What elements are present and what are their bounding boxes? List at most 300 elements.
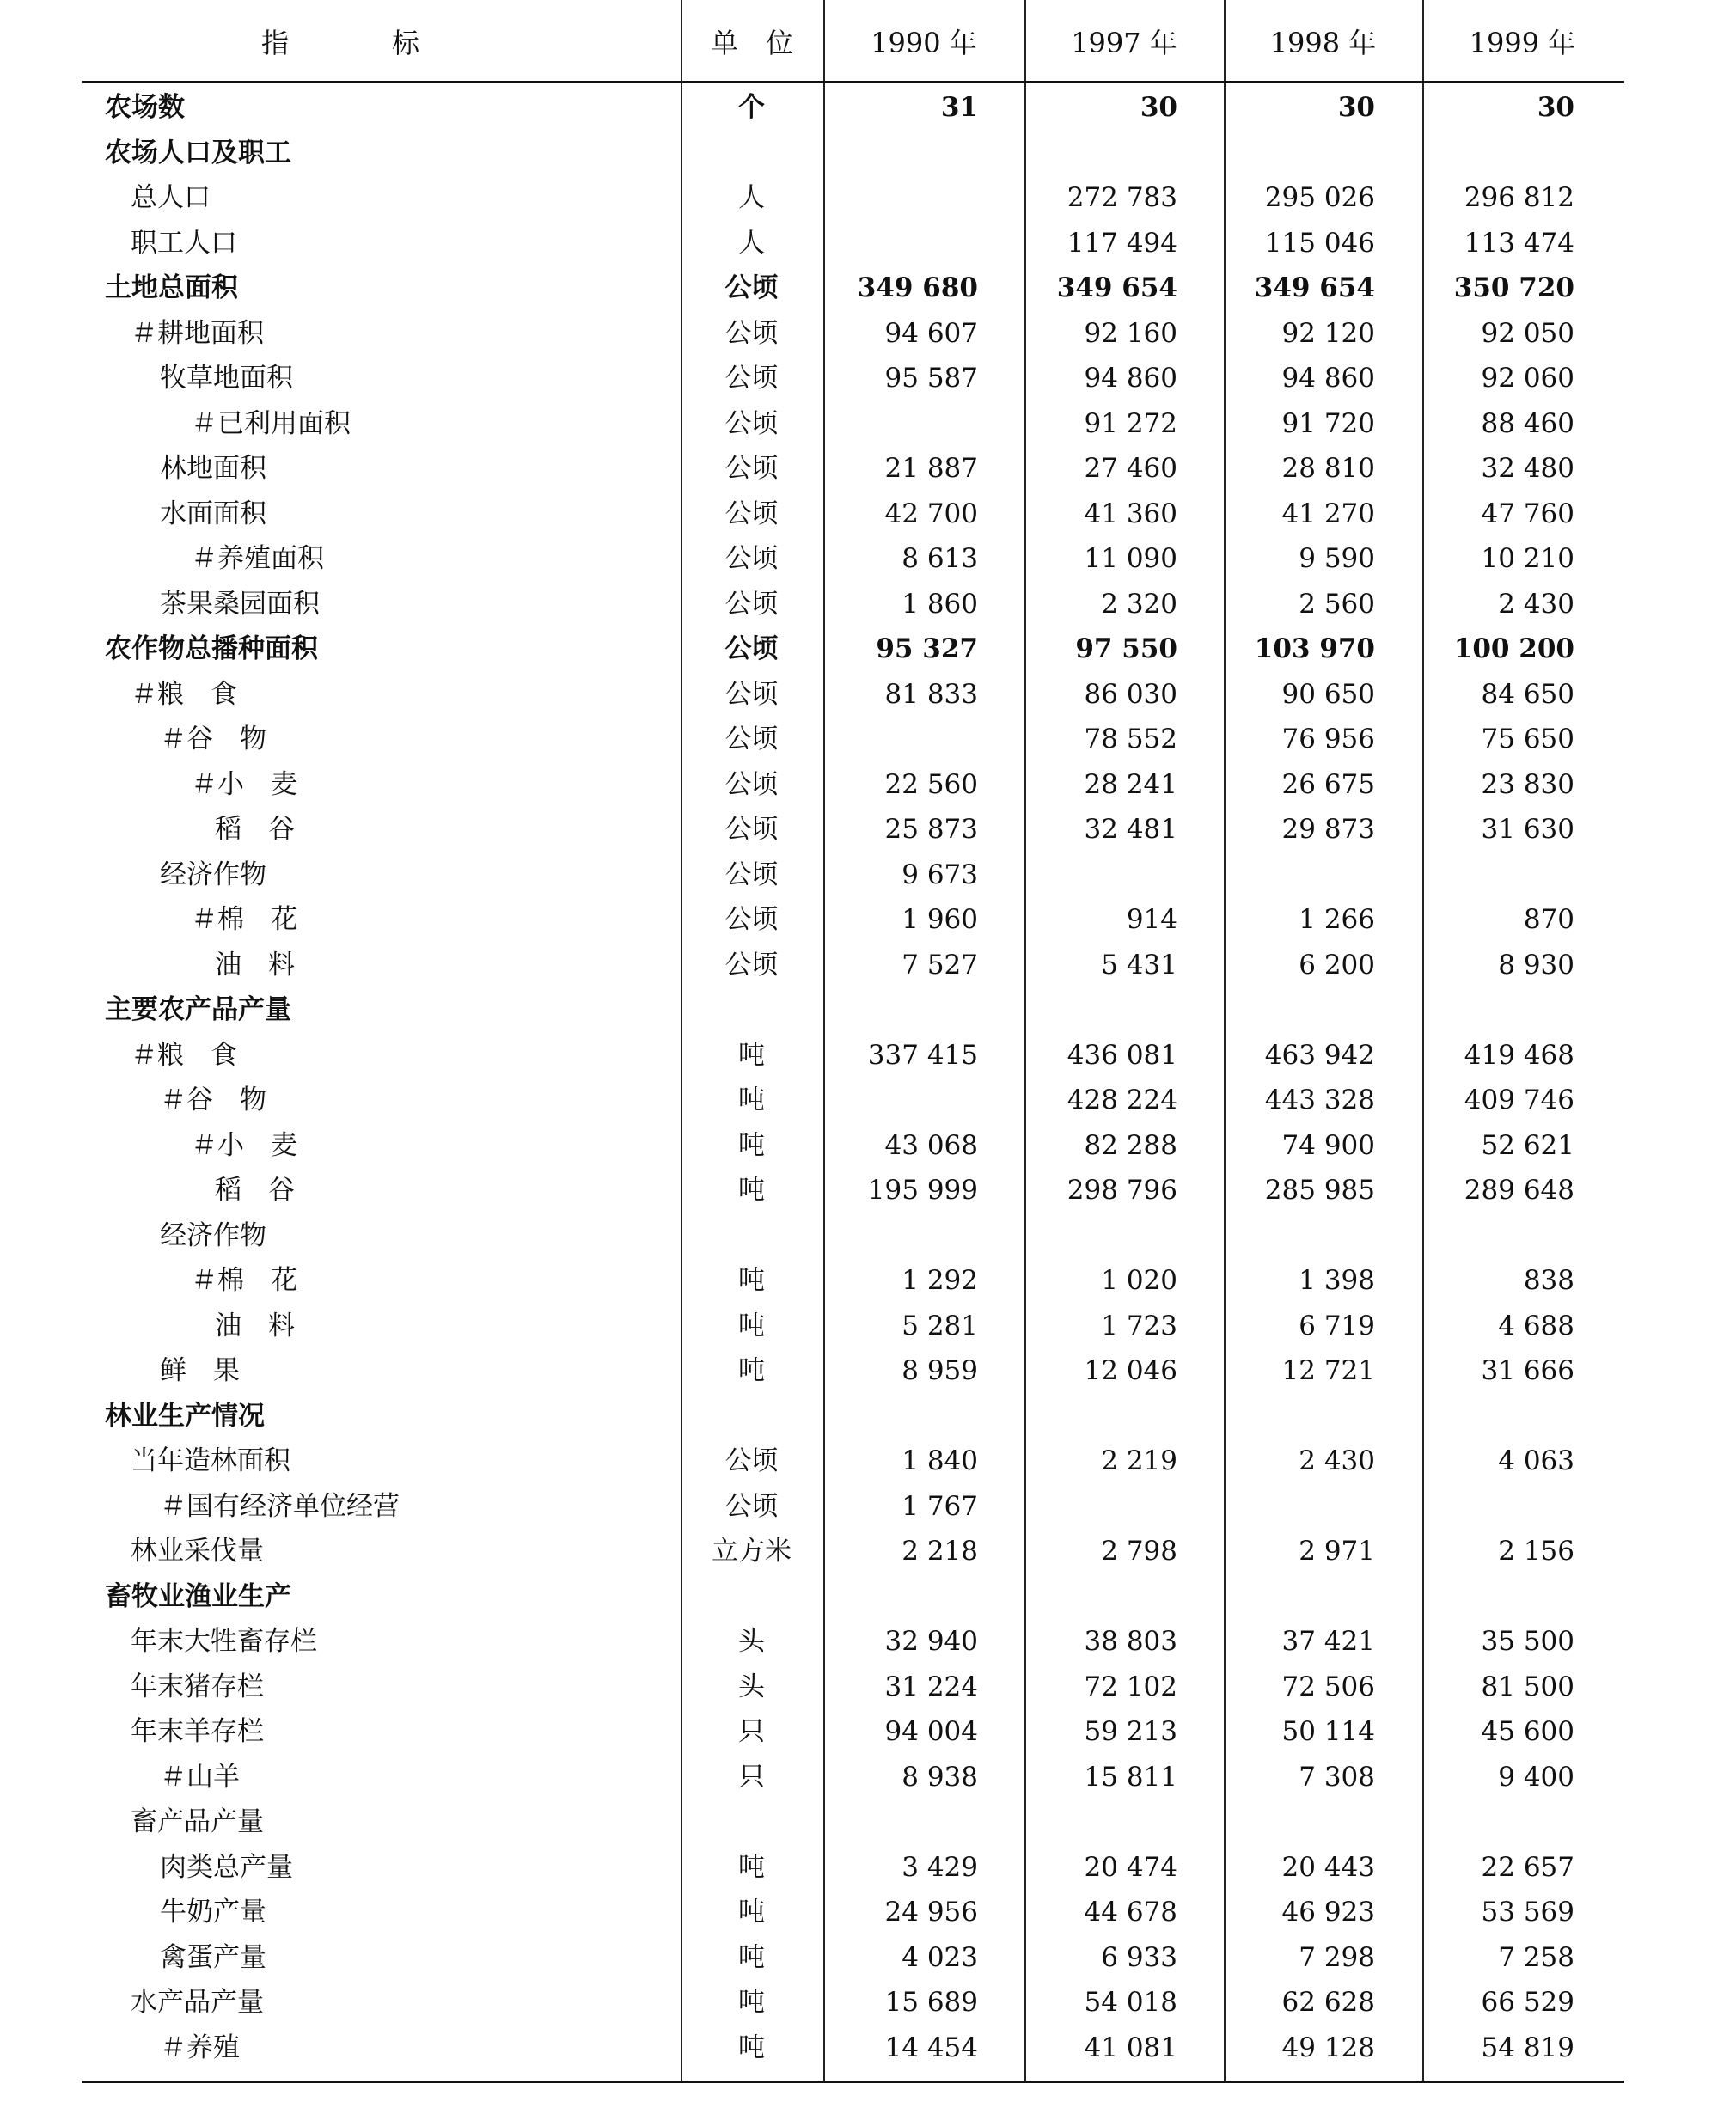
- value-cell: 1 723: [1101, 1310, 1177, 1341]
- value-cell: [823, 1799, 978, 1845]
- value-cell: 41 360: [1084, 498, 1177, 529]
- value-cell: 4 688: [1498, 1310, 1574, 1341]
- value-cell: 7 308: [1299, 1761, 1375, 1793]
- value-cell: 91 272: [1084, 407, 1177, 439]
- unit-cell: 公顷: [724, 453, 779, 484]
- value-cell: 463 942: [1264, 1039, 1375, 1071]
- table-row: [0, 987, 1736, 1033]
- value-cell: 337 415: [867, 1039, 978, 1071]
- table-row: [0, 582, 1736, 627]
- header-indicator: [0, 0, 681, 82]
- value-cell: [823, 131, 978, 176]
- value-cell: 45 600: [1481, 1716, 1574, 1747]
- value-cell: [1023, 852, 1177, 898]
- value-cell: 78 552: [1084, 724, 1177, 755]
- value-cell: [1023, 1394, 1177, 1439]
- indicator-name: 年末猪存栏: [131, 1671, 264, 1702]
- unit-cell: 公顷: [724, 768, 779, 800]
- value-cell: 72 506: [1281, 1671, 1375, 1702]
- unit-cell: 人: [738, 182, 765, 213]
- table-row: [0, 1213, 1736, 1259]
- value-cell: [823, 1078, 978, 1123]
- unit-cell: 公顷: [724, 407, 779, 439]
- unit-cell: 公顷: [724, 724, 779, 755]
- table-row: [0, 1123, 1736, 1169]
- value-cell: 103 970: [1254, 633, 1375, 664]
- value-cell: 113 474: [1464, 227, 1574, 259]
- value-cell: 30: [1537, 92, 1574, 123]
- value-cell: 92 160: [1084, 317, 1177, 349]
- value-cell: 349 654: [1254, 272, 1375, 303]
- value-cell: [823, 987, 978, 1033]
- indicator-name: 肉类总产量: [160, 1851, 293, 1883]
- indicator-name: ＃养殖: [160, 2032, 240, 2063]
- indicator-name: ＃粮 食: [131, 1039, 237, 1071]
- value-cell: [1023, 1799, 1177, 1845]
- value-cell: 295 026: [1264, 182, 1375, 213]
- table-row: [0, 1258, 1736, 1304]
- value-cell: 59 213: [1084, 1716, 1177, 1747]
- table-row: [0, 85, 1736, 131]
- value-cell: 92 120: [1281, 317, 1375, 349]
- value-cell: 2 430: [1299, 1445, 1375, 1476]
- unit-cell: 只: [738, 1716, 765, 1747]
- header-year-1990: 1990 年: [871, 26, 977, 59]
- indicator-name: ＃谷 物: [160, 1085, 266, 1115]
- value-cell: 88 460: [1481, 407, 1574, 439]
- indicator-name: 油 料: [215, 1310, 295, 1341]
- value-cell: 95 327: [876, 633, 978, 664]
- unit-cell: 吨: [738, 1265, 765, 1296]
- unit-cell: 公顷: [724, 317, 779, 349]
- value-cell: [1220, 987, 1375, 1033]
- indicator-name: 经济作物: [160, 1219, 266, 1251]
- value-cell: 94 607: [884, 317, 978, 349]
- unit-cell: 公顷: [724, 633, 779, 664]
- value-cell: [1420, 987, 1574, 1033]
- header-rule: [82, 81, 1624, 83]
- value-cell: [1220, 852, 1375, 898]
- indicator-name: ＃小 麦: [191, 1129, 297, 1161]
- value-cell: 2 320: [1101, 588, 1177, 620]
- indicator-name: ＃棉 花: [191, 904, 297, 935]
- indicator-name: 年末羊存栏: [131, 1716, 264, 1747]
- indicator-name: ＃耕地面积: [131, 317, 264, 349]
- indicator-name: 牛奶产量: [160, 1897, 266, 1928]
- indicator-name: 林业生产情况: [105, 1400, 265, 1432]
- value-cell: [823, 717, 978, 762]
- value-cell: [1420, 1799, 1574, 1845]
- value-cell: 7 298: [1299, 1941, 1375, 1973]
- table-row: [0, 717, 1736, 762]
- value-cell: 32 480: [1481, 453, 1574, 484]
- value-cell: 195 999: [867, 1175, 978, 1206]
- value-cell: 838: [1523, 1265, 1574, 1296]
- value-cell: [823, 401, 978, 447]
- indicator-name: ＃棉 花: [191, 1265, 297, 1296]
- value-cell: 90 650: [1281, 678, 1375, 710]
- table-row: [0, 1709, 1736, 1755]
- value-cell: 31: [940, 92, 978, 123]
- value-cell: 81 500: [1481, 1671, 1574, 1702]
- indicator-name: 农场人口及职工: [105, 137, 291, 168]
- table-row: [0, 1168, 1736, 1213]
- indicator-name: 茶果桑园面积: [160, 588, 320, 620]
- header-year-1998: 1998 年: [1269, 26, 1377, 59]
- unit-cell: [681, 131, 822, 176]
- value-cell: 37 421: [1281, 1626, 1375, 1657]
- value-cell: 349 654: [1056, 272, 1177, 303]
- value-cell: [1420, 1394, 1574, 1439]
- value-cell: 1 767: [902, 1490, 978, 1522]
- value-cell: 1 860: [902, 588, 978, 620]
- value-cell: 15 689: [884, 1987, 978, 2018]
- table-row: [0, 852, 1736, 898]
- table-row: [0, 626, 1736, 672]
- value-cell: 28 241: [1084, 768, 1177, 800]
- value-cell: 94 004: [884, 1716, 978, 1747]
- value-cell: [1420, 1484, 1574, 1530]
- unit-cell: 公顷: [724, 363, 779, 394]
- value-cell: 72 102: [1084, 1671, 1177, 1702]
- value-cell: 1 266: [1299, 904, 1375, 935]
- value-cell: 2 430: [1498, 588, 1574, 620]
- table-row: [0, 1484, 1736, 1530]
- unit-cell: [681, 987, 822, 1033]
- value-cell: 92 060: [1481, 363, 1574, 394]
- table-row: [0, 1574, 1736, 1620]
- value-cell: 50 114: [1281, 1716, 1375, 1747]
- value-cell: 95 587: [884, 363, 978, 394]
- value-cell: 117 494: [1067, 227, 1177, 259]
- table-row: [0, 221, 1736, 266]
- value-cell: 29 873: [1281, 814, 1375, 845]
- value-cell: 2 971: [1299, 1536, 1375, 1567]
- unit-cell: [681, 1213, 822, 1259]
- indicator-name: ＃山羊: [160, 1761, 240, 1793]
- indicator-name: 林业采伐量: [131, 1536, 264, 1567]
- value-cell: 25 873: [884, 814, 978, 845]
- value-cell: 94 860: [1281, 363, 1375, 394]
- value-cell: [1220, 131, 1375, 176]
- value-cell: [1220, 1799, 1375, 1845]
- indicator-name: 经济作物: [160, 858, 266, 890]
- value-cell: 8 959: [902, 1355, 978, 1386]
- unit-cell: [681, 1394, 822, 1439]
- table-row: [0, 401, 1736, 447]
- value-cell: [823, 175, 978, 221]
- table-row: [0, 672, 1736, 718]
- indicator-name: 稻 谷: [215, 814, 295, 845]
- value-cell: 2 156: [1498, 1536, 1574, 1567]
- value-cell: [1023, 1574, 1177, 1620]
- value-cell: 8 613: [902, 543, 978, 574]
- value-cell: 9 673: [902, 858, 978, 890]
- value-cell: 6 933: [1101, 1941, 1177, 1973]
- value-cell: 91 720: [1281, 407, 1375, 439]
- value-cell: 82 288: [1084, 1129, 1177, 1161]
- value-cell: 9 400: [1498, 1761, 1574, 1793]
- header-year-1999: 1999 年: [1469, 26, 1576, 59]
- value-cell: 27 460: [1084, 453, 1177, 484]
- value-cell: 75 650: [1481, 724, 1574, 755]
- value-cell: 2 560: [1299, 588, 1375, 620]
- table-row: [0, 897, 1736, 943]
- value-cell: 15 811: [1084, 1761, 1177, 1793]
- unit-cell: 公顷: [724, 814, 779, 845]
- table-row: [0, 1304, 1736, 1349]
- value-cell: 86 030: [1084, 678, 1177, 710]
- value-cell: 8 930: [1498, 949, 1574, 981]
- value-cell: 22 657: [1481, 1851, 1574, 1883]
- value-cell: 21 887: [884, 453, 978, 484]
- unit-cell: [681, 1799, 822, 1845]
- value-cell: 1 398: [1299, 1265, 1375, 1296]
- indicator-name: 年末大牲畜存栏: [131, 1626, 317, 1657]
- value-cell: 289 648: [1464, 1175, 1574, 1206]
- value-cell: 30: [1337, 92, 1375, 123]
- table-row: [0, 1890, 1736, 1935]
- table-row: [0, 943, 1736, 988]
- table-row: [0, 1394, 1736, 1439]
- table-row: [0, 131, 1736, 176]
- value-cell: 47 760: [1481, 498, 1574, 529]
- value-cell: 41 081: [1084, 2032, 1177, 2063]
- unit-cell: 吨: [738, 1039, 765, 1071]
- header-indicator-left: 指: [260, 26, 289, 59]
- value-cell: 30: [1140, 92, 1177, 123]
- value-cell: 409 746: [1464, 1085, 1574, 1115]
- indicator-name: 水产品产量: [131, 1987, 264, 2018]
- value-cell: 1 960: [902, 904, 978, 935]
- value-cell: 349 680: [857, 272, 978, 303]
- value-cell: 5 281: [902, 1310, 978, 1341]
- unit-cell: 公顷: [724, 498, 779, 529]
- value-cell: 49 128: [1281, 2032, 1375, 2063]
- indicator-name: 牧草地面积: [160, 363, 293, 394]
- table-row: [0, 1845, 1736, 1891]
- value-cell: 14 454: [884, 2032, 978, 2063]
- value-cell: 92 050: [1481, 317, 1574, 349]
- value-cell: [1023, 1484, 1177, 1530]
- value-cell: 84 650: [1481, 678, 1574, 710]
- unit-cell: 公顷: [724, 543, 779, 574]
- value-cell: 54 819: [1481, 2032, 1574, 2063]
- value-cell: 350 720: [1453, 272, 1574, 303]
- table-row: [0, 1935, 1736, 1981]
- value-cell: 2 219: [1101, 1445, 1177, 1476]
- unit-cell: 公顷: [724, 949, 779, 981]
- indicator-name: 当年造林面积: [131, 1445, 290, 1476]
- unit-cell: 吨: [738, 1129, 765, 1161]
- unit-cell: 吨: [738, 1310, 765, 1341]
- indicator-name: 林地面积: [160, 453, 266, 484]
- value-cell: 32 940: [884, 1626, 978, 1657]
- indicator-name: 农场数: [105, 92, 185, 123]
- value-cell: [1420, 1213, 1574, 1259]
- unit-cell: 人: [738, 227, 765, 259]
- unit-cell: 头: [738, 1626, 765, 1657]
- unit-cell: 吨: [738, 1897, 765, 1928]
- indicator-name: 职工人口: [131, 227, 237, 259]
- unit-cell: 公顷: [724, 678, 779, 710]
- value-cell: 26 675: [1281, 768, 1375, 800]
- unit-cell: 只: [738, 1761, 765, 1793]
- indicator-name: 总人口: [131, 182, 211, 213]
- header-indicator-right: 标: [392, 26, 420, 59]
- value-cell: 1 020: [1101, 1265, 1177, 1296]
- unit-cell: 吨: [738, 1987, 765, 2018]
- value-cell: 12 721: [1281, 1355, 1375, 1386]
- value-cell: 42 700: [884, 498, 978, 529]
- value-cell: [1220, 1394, 1375, 1439]
- table-row: [0, 1619, 1736, 1665]
- value-cell: 914: [1126, 904, 1177, 935]
- value-cell: [1420, 131, 1574, 176]
- value-cell: 24 956: [884, 1897, 978, 1928]
- value-cell: 3 429: [902, 1851, 978, 1883]
- value-cell: [1420, 1574, 1574, 1620]
- value-cell: 7 527: [902, 949, 978, 981]
- table-row: [0, 1033, 1736, 1078]
- value-cell: 53 569: [1481, 1897, 1574, 1928]
- table-row: [0, 356, 1736, 401]
- indicator-name: ＃谷 物: [160, 724, 266, 755]
- value-cell: 23 830: [1481, 768, 1574, 800]
- header-year-1997: 1997 年: [1071, 26, 1177, 59]
- value-cell: [1023, 131, 1177, 176]
- value-cell: 9 590: [1299, 543, 1375, 574]
- value-cell: 41 270: [1281, 498, 1375, 529]
- value-cell: 38 803: [1084, 1626, 1177, 1657]
- indicator-name: 畜牧业渔业生产: [105, 1580, 291, 1612]
- value-cell: 81 833: [884, 678, 978, 710]
- value-cell: 22 560: [884, 768, 978, 800]
- table-row: [0, 492, 1736, 537]
- table-row: [0, 1755, 1736, 1800]
- value-cell: 4 063: [1498, 1445, 1574, 1476]
- unit-cell: [681, 1574, 822, 1620]
- value-cell: 2 218: [902, 1536, 978, 1567]
- value-cell: 1 840: [902, 1445, 978, 1476]
- unit-cell: 吨: [738, 1175, 765, 1206]
- indicator-name: 主要农产品产量: [105, 994, 291, 1025]
- value-cell: 52 621: [1481, 1129, 1574, 1161]
- table-row: [0, 1529, 1736, 1574]
- value-cell: 31 666: [1481, 1355, 1574, 1386]
- table-row: [0, 536, 1736, 582]
- unit-cell: 个: [738, 92, 765, 123]
- value-cell: 54 018: [1084, 1987, 1177, 2018]
- value-cell: [1420, 852, 1574, 898]
- value-cell: 31 630: [1481, 814, 1574, 845]
- indicator-name: 油 料: [215, 949, 295, 981]
- unit-cell: 立方米: [712, 1536, 792, 1567]
- value-cell: 115 046: [1264, 227, 1375, 259]
- value-cell: 298 796: [1067, 1175, 1177, 1206]
- value-cell: 76 956: [1281, 724, 1375, 755]
- indicator-name: ＃粮 食: [131, 678, 237, 710]
- indicator-name: 土地总面积: [105, 272, 238, 303]
- indicator-name: 禽蛋产量: [160, 1941, 266, 1973]
- value-cell: 11 090: [1084, 543, 1177, 574]
- table-row: [0, 1665, 1736, 1710]
- value-cell: 35 500: [1481, 1626, 1574, 1657]
- value-cell: 43 068: [884, 1129, 978, 1161]
- value-cell: 32 481: [1084, 814, 1177, 845]
- value-cell: [1220, 1484, 1375, 1530]
- unit-cell: 公顷: [724, 1490, 779, 1522]
- value-cell: 10 210: [1481, 543, 1574, 574]
- value-cell: 66 529: [1481, 1987, 1574, 2018]
- value-cell: 428 224: [1067, 1085, 1177, 1115]
- unit-cell: 公顷: [724, 272, 779, 303]
- table-row: [0, 1980, 1736, 2026]
- unit-cell: 公顷: [724, 1445, 779, 1476]
- indicator-name: 稻 谷: [215, 1175, 295, 1206]
- value-cell: 44 678: [1084, 1897, 1177, 1928]
- value-cell: 272 783: [1067, 182, 1177, 213]
- unit-cell: 公顷: [724, 858, 779, 890]
- table-row: [0, 175, 1736, 221]
- value-cell: 7 258: [1498, 1941, 1574, 1973]
- value-cell: 1 292: [902, 1265, 978, 1296]
- value-cell: [823, 1574, 978, 1620]
- unit-cell: 吨: [738, 1355, 765, 1386]
- unit-cell: 公顷: [724, 904, 779, 935]
- unit-cell: 公顷: [724, 588, 779, 620]
- value-cell: 8 938: [902, 1761, 978, 1793]
- indicator-name: 水面面积: [160, 498, 266, 529]
- unit-cell: 吨: [738, 1085, 765, 1115]
- value-cell: 6 200: [1299, 949, 1375, 981]
- value-cell: 100 200: [1453, 633, 1574, 664]
- table-row: [0, 446, 1736, 492]
- unit-cell: 吨: [738, 1851, 765, 1883]
- value-cell: 870: [1523, 904, 1574, 935]
- value-cell: 443 328: [1264, 1085, 1375, 1115]
- unit-cell: 吨: [738, 2032, 765, 2063]
- indicator-name: ＃小 麦: [191, 768, 297, 800]
- value-cell: 419 468: [1464, 1039, 1574, 1071]
- table-row: [0, 2026, 1736, 2071]
- value-cell: 285 985: [1264, 1175, 1375, 1206]
- value-cell: [1023, 1213, 1177, 1259]
- value-cell: 5 431: [1101, 949, 1177, 981]
- value-cell: 20 474: [1084, 1851, 1177, 1883]
- value-cell: 6 719: [1299, 1310, 1375, 1341]
- indicator-name: ＃已利用面积: [191, 407, 351, 439]
- header-unit: 单 位: [710, 26, 793, 59]
- table-row: [0, 266, 1736, 311]
- value-cell: 20 443: [1281, 1851, 1375, 1883]
- value-cell: 28 810: [1281, 453, 1375, 484]
- indicator-name: 畜产品产量: [131, 1806, 264, 1837]
- unit-cell: 头: [738, 1671, 765, 1702]
- value-cell: 436 081: [1067, 1039, 1177, 1071]
- value-cell: 31 224: [884, 1671, 978, 1702]
- table-row: [0, 1348, 1736, 1394]
- indicator-name: 农作物总播种面积: [105, 633, 318, 664]
- table-row: [0, 1078, 1736, 1123]
- value-cell: [823, 1213, 978, 1259]
- value-cell: 94 860: [1084, 363, 1177, 394]
- indicator-name: 鲜 果: [160, 1355, 240, 1386]
- value-cell: 46 923: [1281, 1897, 1375, 1928]
- unit-cell: 吨: [738, 1941, 765, 1973]
- value-cell: 74 900: [1281, 1129, 1375, 1161]
- value-cell: [1220, 1213, 1375, 1259]
